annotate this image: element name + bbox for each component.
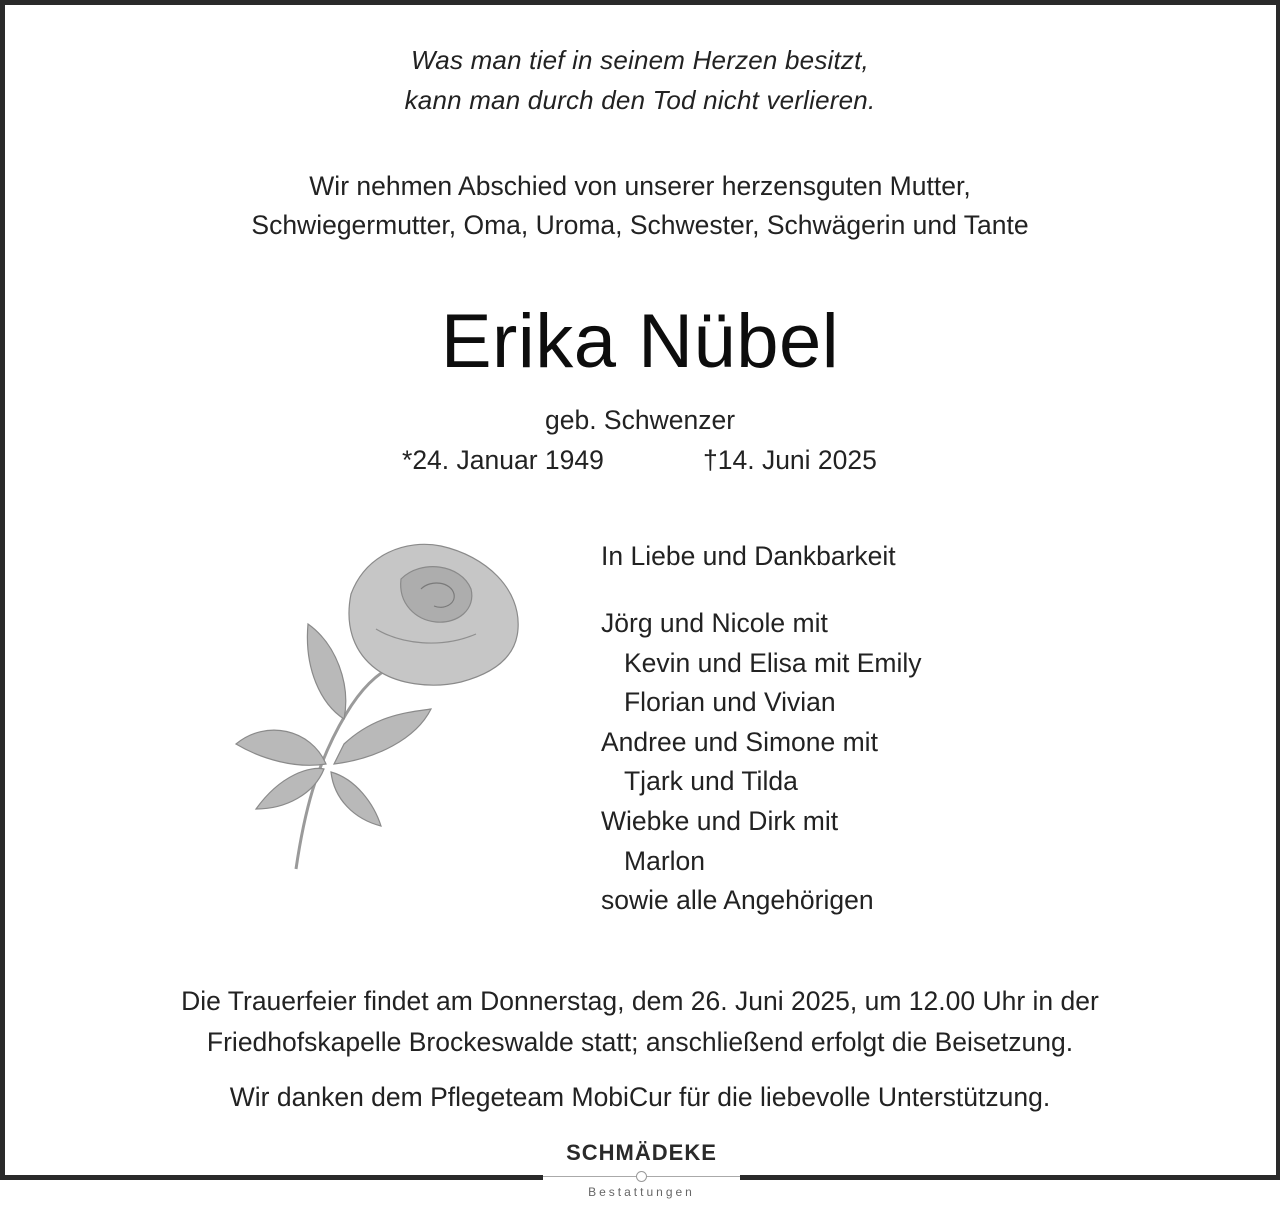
epigraph-quote xyxy=(0,40,1280,120)
ring-icon xyxy=(636,1171,647,1182)
quote-line: kann man durch den Tod nicht verlieren. xyxy=(404,85,876,115)
ceremony-line: Friedhofskapelle Brockeswalde statt; anschließend erfolgt die Beisetzung. xyxy=(206,1027,1074,1057)
funeral-ceremony-info xyxy=(0,981,1280,1063)
ceremony-line: Die Trauerfeier findet am Donnerstag, dem 26. Juni 2025, um 12.00 Uhr in der xyxy=(181,986,1099,1016)
mourner-line: Wiebke und Dirk mit xyxy=(601,805,839,836)
mourner-line: sowie alle Angehörigen xyxy=(601,885,874,916)
intro-line: Wir nehmen Abschied von unserer herzensguten Mutter, xyxy=(309,171,971,201)
intro-line: Schwiegermutter, Oma, Uroma, Schwester, Schwägerin und Tante xyxy=(251,209,1029,240)
thanks-note: Wir danken dem Pflegeteam MobiCur für die liebevolle Unterstützung. xyxy=(229,1082,1051,1112)
farewell-intro xyxy=(0,167,1280,244)
quote-line: Was man tief in seinem Herzen besitzt, xyxy=(411,45,869,75)
logo-subtitle: Bestattungen xyxy=(588,1185,695,1199)
mourners-heading: In Liebe und Dankbarkeit xyxy=(601,541,896,571)
birth-date: *24. Januar 1949 xyxy=(402,445,604,475)
logo-brand: SCHMÄDEKE xyxy=(566,1140,717,1165)
rose-icon xyxy=(226,534,526,874)
mourner-line: Marlon xyxy=(624,845,706,876)
birth-name: geb. Schwenzer xyxy=(544,405,736,435)
mourner-line: Tjark und Tilda xyxy=(624,766,798,797)
death-date: †14. Juni 2025 xyxy=(703,445,877,475)
mourner-line: Florian und Vivian xyxy=(624,687,836,718)
mourner-line: Andree und Simone mit xyxy=(601,726,878,757)
mourner-line: Jörg und Nicole mit xyxy=(601,608,828,638)
mourners-list xyxy=(601,536,922,921)
deceased-name: Erika Nübel xyxy=(440,299,840,384)
funeral-home-logo xyxy=(543,1135,740,1206)
mourner-line: Kevin und Elisa mit Emily xyxy=(624,647,922,678)
